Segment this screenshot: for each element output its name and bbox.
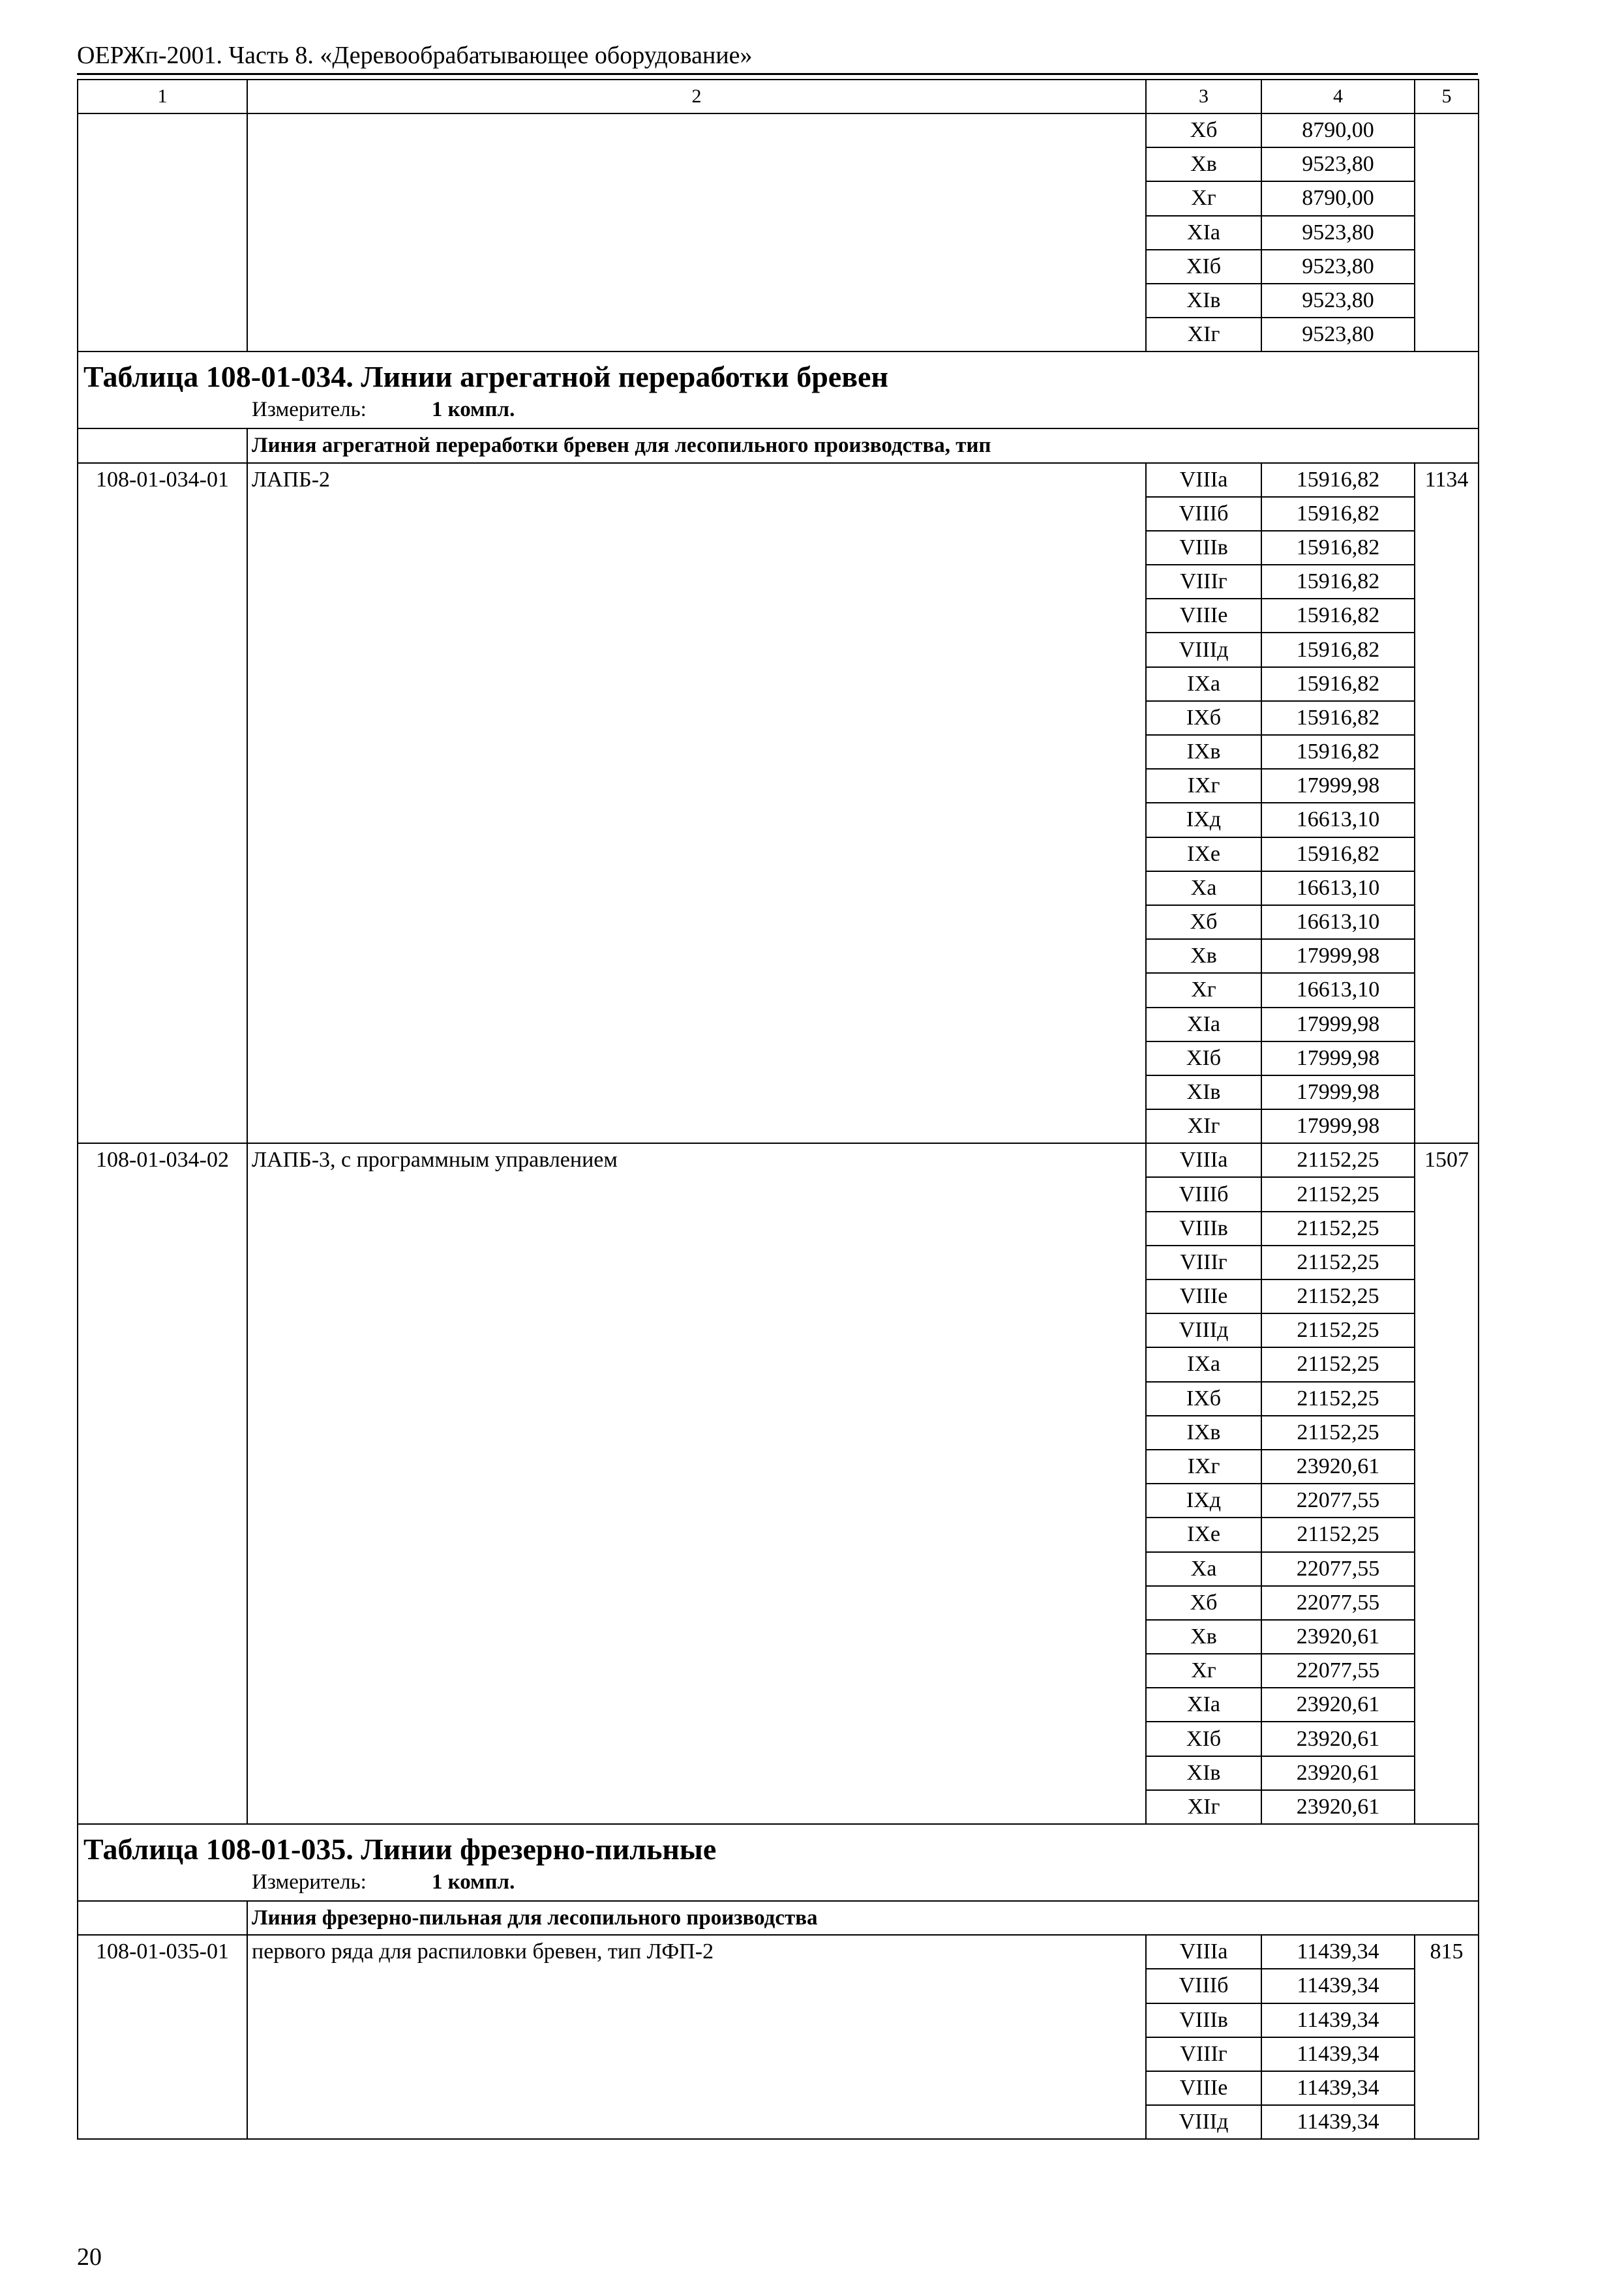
value-cell: 21152,25 [1261,1246,1415,1279]
zone-cell: IXг [1146,1450,1261,1484]
item-name: первого ряда для распиловки бревен, тип ЛФП-2 [247,1935,1146,2139]
measure-label: Измеритель: [252,1870,367,1894]
group-row [78,1901,1479,1935]
value-cell: 21152,25 [1261,1416,1415,1450]
zone-cell: Xг [1146,181,1261,215]
value-cell: 21152,25 [1261,1177,1415,1211]
zone-cell: VIIIе [1146,1279,1261,1313]
zone-cell: VIIIв [1146,1212,1261,1246]
value-cell: 9523,80 [1261,147,1415,181]
zone-cell: VIIIг [1146,565,1261,599]
measure-value: 1 компл. [431,1870,515,1894]
zone-cell: XIв [1146,1075,1261,1109]
value-cell: 23920,61 [1261,1620,1415,1654]
zone-cell: Xг [1146,973,1261,1007]
value-cell: 16613,10 [1261,871,1415,905]
zone-cell: XIа [1146,1008,1261,1041]
measure-value: 1 компл. [431,398,515,422]
zone-cell: XIб [1146,1041,1261,1075]
zone-cell: VIIIа [1146,1935,1261,1969]
value-cell: 21152,25 [1261,1313,1415,1347]
value-cell: 17999,98 [1261,939,1415,973]
table-row [78,463,1479,497]
resource-cell [1415,113,1479,352]
item-code [78,113,247,352]
column-number: 2 [247,80,1146,113]
zone-cell: XIв [1146,1756,1261,1790]
item-code: 108-01-035-01 [78,1935,247,2139]
value-cell: 21152,25 [1261,1518,1415,1551]
zone-cell: XIв [1146,284,1261,318]
resource-cell: 815 [1415,1935,1479,2139]
zone-cell: Xг [1146,1654,1261,1688]
zone-cell: Xв [1146,147,1261,181]
zone-cell: Xа [1146,871,1261,905]
column-number: 5 [1415,80,1479,113]
zone-cell: VIIIг [1146,1246,1261,1279]
resource-cell: 1507 [1415,1143,1479,1824]
zone-cell: IXа [1146,667,1261,701]
group-blank [78,1901,247,1935]
table-row [78,113,1479,147]
header-rule [77,73,1478,75]
value-cell: 23920,61 [1261,1790,1415,1824]
item-name [247,113,1146,352]
table-title-row [78,1824,1479,1901]
table-title-text: Таблица 108-01-035. Линии фрезерно-пильные [83,1833,717,1866]
zone-cell: VIIIе [1146,2071,1261,2105]
zone-cell: VIIIд [1146,1313,1261,1347]
zone-cell: IXг [1146,769,1261,803]
zone-cell: Xб [1146,113,1261,147]
column-number: 1 [78,80,247,113]
zone-cell: XIа [1146,1688,1261,1722]
resource-cell: 1134 [1415,463,1479,1144]
zone-cell: VIIIв [1146,531,1261,565]
zone-cell: IXе [1146,837,1261,871]
value-cell: 15916,82 [1261,531,1415,565]
zone-cell: XIб [1146,1722,1261,1756]
table-title [78,352,1479,428]
group-title: Линия фрезерно-пильная для лесопильного производства [247,1901,1479,1935]
value-cell: 15916,82 [1261,463,1415,497]
value-cell: 15916,82 [1261,735,1415,769]
value-cell: 9523,80 [1261,250,1415,284]
zone-cell: IXв [1146,1416,1261,1450]
value-cell: 21152,25 [1261,1279,1415,1313]
value-cell: 22077,55 [1261,1654,1415,1688]
zone-cell: Xа [1146,1552,1261,1586]
value-cell: 22077,55 [1261,1552,1415,1586]
value-cell: 21152,25 [1261,1347,1415,1381]
column-numbers-row [78,80,1479,113]
value-cell: 15916,82 [1261,565,1415,599]
value-cell: 11439,34 [1261,2071,1415,2105]
zone-cell: Xб [1146,905,1261,939]
zone-cell: IXд [1146,1484,1261,1518]
item-code: 108-01-034-01 [78,463,247,1144]
value-cell: 22077,55 [1261,1586,1415,1620]
zone-cell: VIIIг [1146,2037,1261,2071]
group-title: Линия агрегатной переработки бревен для лесопильного производства, тип [247,428,1479,462]
value-cell: 15916,82 [1261,667,1415,701]
page-number: 20 [77,2243,102,2271]
table-title [78,1824,1479,1901]
value-cell: 21152,25 [1261,1212,1415,1246]
group-row [78,428,1479,462]
zone-cell: VIIIв [1146,2003,1261,2037]
value-cell: 11439,34 [1261,2037,1415,2071]
zone-cell: IXа [1146,1347,1261,1381]
measure-line [83,396,1478,423]
item-name: ЛАПБ-2 [247,463,1146,1144]
item-name: ЛАПБ-3, с программным управлением [247,1143,1146,1824]
value-cell: 23920,61 [1261,1450,1415,1484]
value-cell: 15916,82 [1261,633,1415,666]
value-cell: 16613,10 [1261,905,1415,939]
value-cell: 17999,98 [1261,1041,1415,1075]
zone-cell: VIIIд [1146,633,1261,666]
zone-cell: IXе [1146,1518,1261,1551]
value-cell: 21152,25 [1261,1143,1415,1177]
zone-cell: VIIIа [1146,463,1261,497]
value-cell: 17999,98 [1261,1008,1415,1041]
value-cell: 8790,00 [1261,113,1415,147]
zone-cell: XIг [1146,1790,1261,1824]
zone-cell: IXд [1146,803,1261,837]
zone-cell: Xв [1146,1620,1261,1654]
value-cell: 15916,82 [1261,599,1415,633]
zone-cell: Xв [1146,939,1261,973]
value-cell: 11439,34 [1261,1969,1415,2003]
measure-label: Измеритель: [252,398,367,422]
value-cell: 23920,61 [1261,1722,1415,1756]
zone-cell: VIIIб [1146,497,1261,531]
value-cell: 23920,61 [1261,1688,1415,1722]
zone-cell: XIг [1146,318,1261,352]
value-cell: 11439,34 [1261,1935,1415,1969]
value-cell: 16613,10 [1261,973,1415,1007]
value-cell: 17999,98 [1261,769,1415,803]
rates-table [77,79,1479,2140]
value-cell: 9523,80 [1261,318,1415,352]
zone-cell: XIа [1146,216,1261,250]
measure-line [83,1869,1478,1895]
value-cell: 17999,98 [1261,1109,1415,1143]
value-cell: 23920,61 [1261,1756,1415,1790]
value-cell: 15916,82 [1261,837,1415,871]
table-title-text: Таблица 108-01-034. Линии агрегатной переработки бревен [83,360,888,394]
table-row [78,1143,1479,1177]
zone-cell: VIIIа [1146,1143,1261,1177]
value-cell: 11439,34 [1261,2003,1415,2037]
zone-cell: IXв [1146,735,1261,769]
zone-cell: Xб [1146,1586,1261,1620]
column-number: 3 [1146,80,1261,113]
value-cell: 21152,25 [1261,1382,1415,1416]
column-number: 4 [1261,80,1415,113]
zone-cell: VIIIе [1146,599,1261,633]
table-row [78,1935,1479,1969]
running-header: ОЕРЖп-2001. Часть 8. «Деревообрабатывающее оборудование» [77,42,753,69]
zone-cell: XIг [1146,1109,1261,1143]
value-cell: 16613,10 [1261,803,1415,837]
value-cell: 17999,98 [1261,1075,1415,1109]
item-code: 108-01-034-02 [78,1143,247,1824]
zone-cell: VIIIб [1146,1177,1261,1211]
value-cell: 9523,80 [1261,284,1415,318]
zone-cell: VIIIд [1146,2105,1261,2139]
zone-cell: XIб [1146,250,1261,284]
value-cell: 11439,34 [1261,2105,1415,2139]
zone-cell: VIIIб [1146,1969,1261,2003]
value-cell: 15916,82 [1261,497,1415,531]
zone-cell: IXб [1146,1382,1261,1416]
zone-cell: IXб [1146,701,1261,735]
group-blank [78,428,247,462]
value-cell: 8790,00 [1261,181,1415,215]
value-cell: 15916,82 [1261,701,1415,735]
value-cell: 22077,55 [1261,1484,1415,1518]
value-cell: 9523,80 [1261,216,1415,250]
table-title-row [78,352,1479,428]
